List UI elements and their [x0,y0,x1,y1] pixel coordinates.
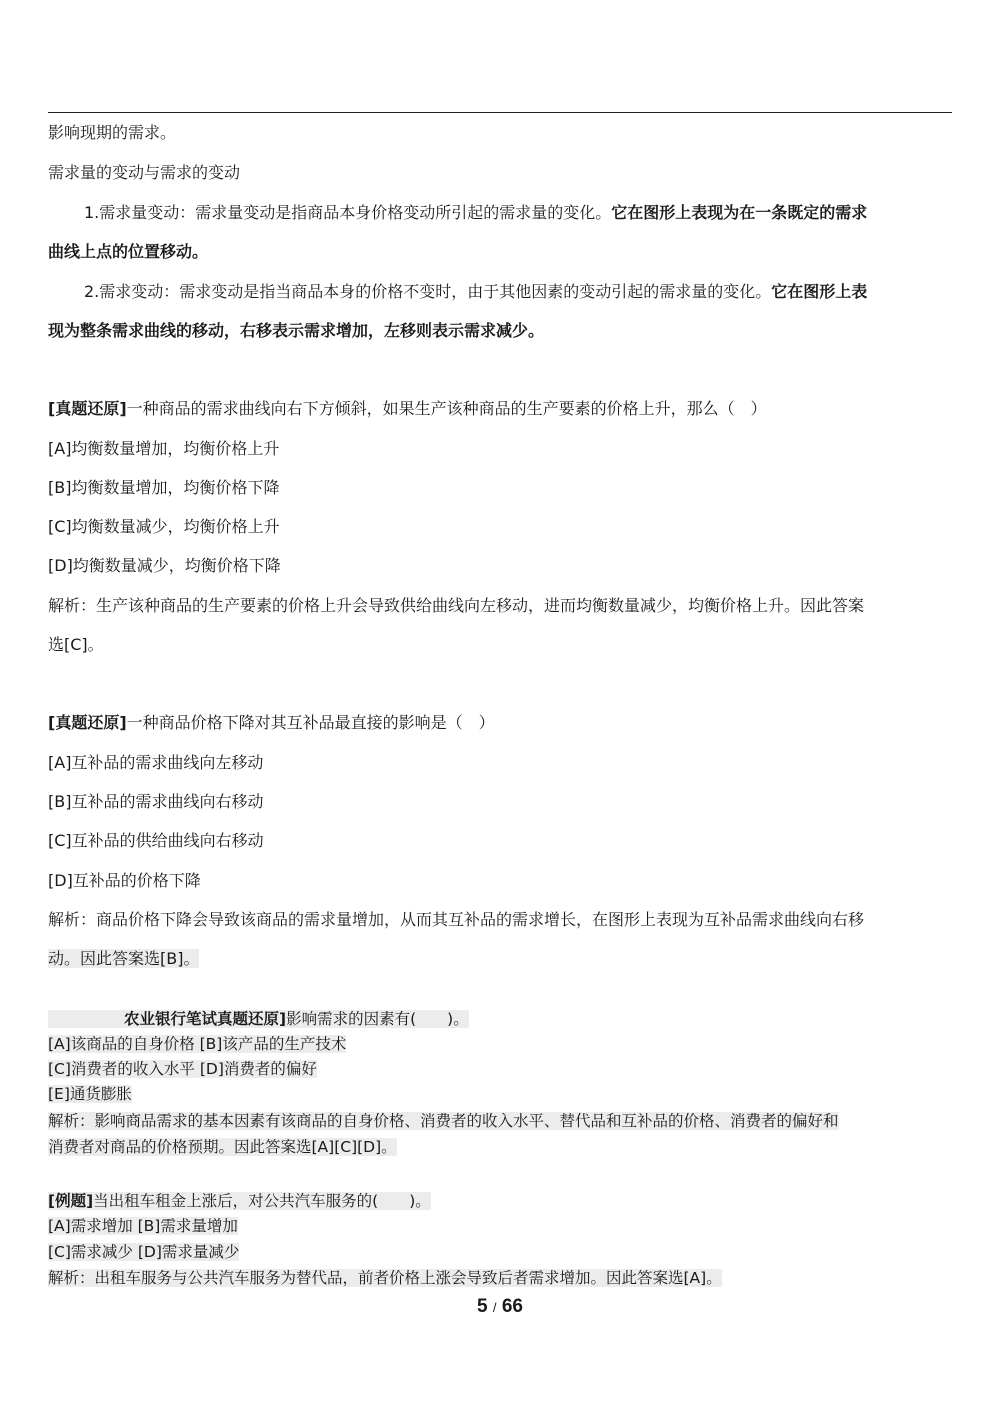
question-4-stem [48,1190,952,1212]
option-d: [D]均衡数量减少，均衡价格下降 [48,556,281,575]
option-text: [E]通货膨胀 [48,1085,132,1103]
options-ab [48,1215,952,1237]
question-highlight [48,1010,469,1028]
option-a: [A]均衡数量增加，均衡价格上升 [48,439,280,458]
options-cd [48,1058,952,1080]
question-3-stem [48,1008,952,1030]
question-text: 影响需求的因素有( )。 [286,1010,469,1028]
header-rule [48,112,952,113]
paragraph-bold-text: 现为整条需求曲线的移动，右移表示需求增加，左移则表示需求减少。 [48,321,545,340]
analysis-line [48,946,952,972]
paragraph-demand-change [84,279,988,305]
question-text: 当出租车租金上涨后，对公共汽车服务的( )。 [93,1192,431,1210]
analysis-line [48,1136,952,1158]
option-text: [C]消费者的收入水平 [D]消费者的偏好 [48,1060,317,1078]
current-page: 5 [477,1296,488,1317]
analysis-line: 选[C]。 [48,635,104,654]
total-pages: 66 [501,1296,523,1317]
question-1-stem [48,396,952,422]
question-text: 一种商品价格下降对其互补品最直接的影响是（ ） [126,713,495,732]
analysis-text: 解析：商品价格下降会导致该商品的需求量增加，从而其互补品的需求增长，在图形上表现为互补品需求曲线向右移 [48,910,865,929]
paragraph-bold-text: 它在图形上表 [771,282,868,301]
option-text: [A]该商品的自身价格 [B]该产品的生产技术 [48,1035,347,1053]
question-tag: [例题] [48,1192,94,1210]
options-ab [48,1033,952,1055]
option-text: [A]需求增加 [B]需求量增加 [48,1217,238,1235]
analysis-line [48,1267,952,1289]
option-text: [C]需求减少 [D]需求量减少 [48,1243,240,1261]
question-text: 一种商品的需求曲线向右下方倾斜，如果生产该种商品的生产要素的价格上升，那么（ ） [126,399,767,418]
option-b: [B]互补品的需求曲线向右移动 [48,792,264,811]
paragraph-demand-quantity-change [84,200,988,226]
option-b: [B]均衡数量增加，均衡价格下降 [48,478,280,497]
analysis-line [48,907,952,933]
page-separator: / [492,1300,497,1315]
paragraph-bold-text: 曲线上点的位置移动。 [48,242,209,261]
analysis-line: 解析：生产该种商品的生产要素的价格上升会导致供给曲线向左移动，进而均衡数量减少，均衡价格上升。因此答案 [48,596,865,615]
analysis-text: 动。因此答案选[B]。 [48,949,200,968]
question-2-stem [48,710,952,736]
section-heading: 需求量的变动与需求的变动 [48,163,241,182]
options-cd [48,1241,952,1263]
option-d: [D]互补品的价格下降 [48,871,201,890]
option-e [48,1083,952,1105]
paragraph-text: 1.需求量变动：需求量变动是指商品本身价格变动所引起的需求量的变化。 [84,203,612,222]
option-c: [C]互补品的供给曲线向右移动 [48,831,264,850]
option-c: [C]均衡数量减少，均衡价格上升 [48,517,280,536]
analysis-text: 解析：出租车服务与公共汽车服务为替代品，前者价格上涨会导致后者需求增加。因此答案选[A]。 [48,1269,722,1287]
question-tag: [真题还原] [48,713,127,732]
analysis-text: 消费者对商品的价格预期。因此答案选[A][C][D]。 [48,1138,397,1156]
body-line: 影响现期的需求。 [48,123,177,142]
paragraph-bold-text: 它在图形上表现为在一条既定的需求 [611,203,868,222]
option-a: [A]互补品的需求曲线向左移动 [48,753,264,772]
analysis-text: 解析：影响商品需求的基本因素有该商品的自身价格、消费者的收入水平、替代品和互补品的价格、消费者的偏好和 [48,1112,839,1130]
analysis-line [48,1110,952,1132]
paragraph-text: 2.需求变动：需求变动是指当商品本身的价格不变时，由于其他因素的变动引起的需求量的变化。 [84,282,772,301]
question-highlight [48,1192,431,1210]
question-tag: 农业银行笔试真题还原] [124,1010,287,1028]
page-number [0,1296,1000,1318]
question-tag: [真题还原] [48,399,127,418]
